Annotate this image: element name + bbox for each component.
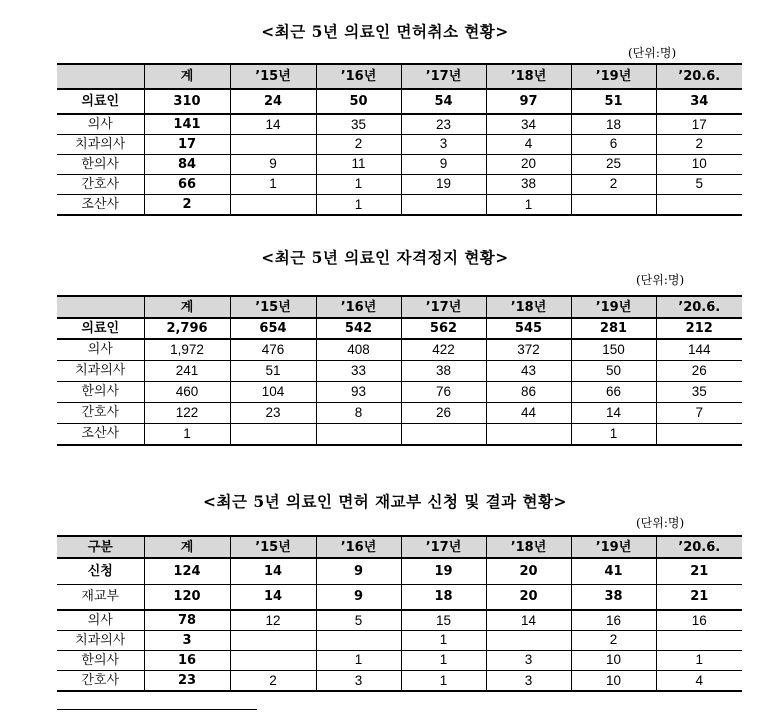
table1-title: <최근 5년 의료인 면허취소 현황> <box>261 22 509 41</box>
cell: 19 <box>401 174 486 194</box>
cell: 9 <box>401 154 486 174</box>
cell: 1 <box>486 194 571 215</box>
cell: 542 <box>316 318 401 339</box>
cell: 38 <box>486 174 571 194</box>
cell: 5 <box>656 174 742 194</box>
cell-total: 66 <box>144 174 230 194</box>
row-label: 의료인 <box>57 89 144 114</box>
cell: 14 <box>486 610 571 630</box>
cell: 1 <box>401 630 486 650</box>
cell <box>230 630 316 650</box>
table-row <box>57 423 742 445</box>
cell: 50 <box>571 360 656 381</box>
cell: 14 <box>230 558 316 584</box>
row-label: 의사 <box>57 114 144 134</box>
license-revocation-table <box>57 63 742 216</box>
cell <box>656 423 742 445</box>
row-label: 치과의사 <box>57 134 144 154</box>
header-cell: ’16년 <box>316 64 401 89</box>
cell: 3 <box>486 670 571 691</box>
cell: 10 <box>656 154 742 174</box>
cell: 14 <box>230 114 316 134</box>
cell: 2 <box>230 670 316 691</box>
cell: 23 <box>230 402 316 423</box>
header-cell: ’16년 <box>316 536 401 558</box>
cell: 12 <box>230 610 316 630</box>
cell: 20 <box>486 154 571 174</box>
cell: 20 <box>486 584 571 610</box>
header-cell <box>57 296 144 318</box>
cell: 1 <box>316 650 401 670</box>
cell: 1 <box>656 650 742 670</box>
cell <box>571 194 656 215</box>
header-cell: ’19년 <box>571 296 656 318</box>
cell: 20 <box>486 558 571 584</box>
cell: 1 <box>571 423 656 445</box>
table2-title: <최근 5년 의료인 자격정지 현황> <box>261 248 509 267</box>
header-cell: ’19년 <box>571 64 656 89</box>
cell <box>656 630 742 650</box>
cell: 3 <box>401 134 486 154</box>
cell: 2 <box>571 630 656 650</box>
table-row <box>57 650 742 670</box>
cell: 16 <box>656 610 742 630</box>
cell-total: 141 <box>144 114 230 134</box>
cell-total: 241 <box>144 360 230 381</box>
cell-total: 16 <box>144 650 230 670</box>
row-label: 의사 <box>57 610 144 630</box>
row-label: 간호사 <box>57 402 144 423</box>
cell: 34 <box>486 114 571 134</box>
cell: 54 <box>401 89 486 114</box>
cell: 35 <box>316 114 401 134</box>
cell: 9 <box>316 558 401 584</box>
license-reissue-table <box>57 535 742 692</box>
table3-unit: (단위:명) <box>636 516 685 530</box>
cell-total: 2 <box>144 194 230 215</box>
row-label: 재교부 <box>57 584 144 610</box>
cell: 7 <box>656 402 742 423</box>
header-row <box>57 296 742 318</box>
footnote-divider <box>57 709 257 710</box>
cell: 5 <box>316 610 401 630</box>
header-cell: ’15년 <box>230 536 316 558</box>
cell: 104 <box>230 381 316 402</box>
cell <box>230 194 316 215</box>
license-suspension-table <box>57 295 742 446</box>
table-row <box>57 610 742 630</box>
row-label: 조산사 <box>57 194 144 215</box>
cell: 34 <box>656 89 742 114</box>
cell <box>486 630 571 650</box>
cell: 1 <box>316 194 401 215</box>
cell: 26 <box>656 360 742 381</box>
cell: 2 <box>656 134 742 154</box>
cell: 1 <box>230 174 316 194</box>
cell-total: 78 <box>144 610 230 630</box>
cell: 24 <box>230 89 316 114</box>
cell <box>230 134 316 154</box>
table-row <box>57 134 742 154</box>
cell-total: 120 <box>144 584 230 610</box>
cell: 281 <box>571 318 656 339</box>
cell: 9 <box>316 584 401 610</box>
row-label: 치과의사 <box>57 360 144 381</box>
cell <box>401 423 486 445</box>
cell: 1 <box>401 650 486 670</box>
header-cell: ’16년 <box>316 296 401 318</box>
cell: 50 <box>316 89 401 114</box>
cell <box>401 194 486 215</box>
cell: 3 <box>486 650 571 670</box>
table-row <box>57 630 742 650</box>
cell: 408 <box>316 339 401 360</box>
cell: 16 <box>571 610 656 630</box>
cell: 93 <box>316 381 401 402</box>
header-cell: ’17년 <box>401 296 486 318</box>
table-row <box>57 194 742 215</box>
cell: 14 <box>230 584 316 610</box>
cell: 44 <box>486 402 571 423</box>
cell: 8 <box>316 402 401 423</box>
header-cell: ’20.6. <box>656 64 742 89</box>
cell: 562 <box>401 318 486 339</box>
cell: 23 <box>401 114 486 134</box>
cell-total: 124 <box>144 558 230 584</box>
row-label: 한의사 <box>57 650 144 670</box>
cell-total: 2,796 <box>144 318 230 339</box>
cell: 6 <box>571 134 656 154</box>
row-label: 신청 <box>57 558 144 584</box>
cell: 10 <box>571 670 656 691</box>
cell: 1 <box>316 174 401 194</box>
table-row <box>57 670 742 691</box>
table-row <box>57 154 742 174</box>
cell: 38 <box>401 360 486 381</box>
cell <box>486 423 571 445</box>
cell: 35 <box>656 381 742 402</box>
header-cell: ’19년 <box>571 536 656 558</box>
summary-row <box>57 89 742 114</box>
header-cell: 계 <box>144 64 230 89</box>
table-row <box>57 339 742 360</box>
cell-total: 1,972 <box>144 339 230 360</box>
cell: 1 <box>401 670 486 691</box>
cell: 97 <box>486 89 571 114</box>
cell-total: 17 <box>144 134 230 154</box>
cell: 144 <box>656 339 742 360</box>
row-label: 조산사 <box>57 423 144 445</box>
cell: 33 <box>316 360 401 381</box>
cell: 66 <box>571 381 656 402</box>
cell: 150 <box>571 339 656 360</box>
cell <box>230 423 316 445</box>
header-cell: ’17년 <box>401 536 486 558</box>
header-cell <box>57 64 144 89</box>
header-cell: 계 <box>144 536 230 558</box>
header-cell: ’18년 <box>486 296 571 318</box>
table2-unit: (단위:명) <box>636 273 685 287</box>
header-cell: ’15년 <box>230 64 316 89</box>
cell: 21 <box>656 558 742 584</box>
cell-total: 84 <box>144 154 230 174</box>
table-row <box>57 402 742 423</box>
cell: 15 <box>401 610 486 630</box>
cell <box>656 194 742 215</box>
header-cell: ’20.6. <box>656 536 742 558</box>
cell: 3 <box>316 670 401 691</box>
header-cell: ’17년 <box>401 64 486 89</box>
cell <box>316 423 401 445</box>
cell: 212 <box>656 318 742 339</box>
cell: 11 <box>316 154 401 174</box>
summary-row <box>57 558 742 584</box>
table-row <box>57 360 742 381</box>
cell-total: 460 <box>144 381 230 402</box>
summary-row <box>57 318 742 339</box>
cell: 51 <box>230 360 316 381</box>
header-cell: ’18년 <box>486 536 571 558</box>
header-cell: 계 <box>144 296 230 318</box>
cell: 21 <box>656 584 742 610</box>
cell: 26 <box>401 402 486 423</box>
cell: 654 <box>230 318 316 339</box>
header-cell: ’20.6. <box>656 296 742 318</box>
cell: 86 <box>486 381 571 402</box>
row-label: 치과의사 <box>57 630 144 650</box>
cell-total: 3 <box>144 630 230 650</box>
cell-total: 1 <box>144 423 230 445</box>
cell: 2 <box>316 134 401 154</box>
header-row <box>57 536 742 558</box>
row-label: 한의사 <box>57 154 144 174</box>
table3-title: <최근 5년 의료인 면허 재교부 신청 및 결과 현황> <box>203 492 567 511</box>
cell: 19 <box>401 558 486 584</box>
row-label: 간호사 <box>57 670 144 691</box>
cell-total: 23 <box>144 670 230 691</box>
table-row <box>57 114 742 134</box>
row-label: 의료인 <box>57 318 144 339</box>
cell: 422 <box>401 339 486 360</box>
cell: 9 <box>230 154 316 174</box>
header-cell: 구분 <box>57 536 144 558</box>
cell: 476 <box>230 339 316 360</box>
cell <box>230 650 316 670</box>
header-row <box>57 64 742 89</box>
cell: 2 <box>571 174 656 194</box>
cell: 545 <box>486 318 571 339</box>
cell: 76 <box>401 381 486 402</box>
cell: 10 <box>571 650 656 670</box>
cell: 38 <box>571 584 656 610</box>
header-cell: ’15년 <box>230 296 316 318</box>
cell-total: 122 <box>144 402 230 423</box>
row-label: 간호사 <box>57 174 144 194</box>
table1-unit: (단위:명) <box>628 46 677 60</box>
cell: 25 <box>571 154 656 174</box>
table-row <box>57 174 742 194</box>
cell: 18 <box>571 114 656 134</box>
cell: 4 <box>486 134 571 154</box>
summary-row <box>57 584 742 610</box>
cell-total: 310 <box>144 89 230 114</box>
row-label: 한의사 <box>57 381 144 402</box>
table-row <box>57 381 742 402</box>
cell: 18 <box>401 584 486 610</box>
cell: 51 <box>571 89 656 114</box>
cell: 17 <box>656 114 742 134</box>
header-cell: ’18년 <box>486 64 571 89</box>
cell: 41 <box>571 558 656 584</box>
cell: 4 <box>656 670 742 691</box>
cell <box>316 630 401 650</box>
row-label: 의사 <box>57 339 144 360</box>
cell: 43 <box>486 360 571 381</box>
cell: 372 <box>486 339 571 360</box>
cell: 14 <box>571 402 656 423</box>
